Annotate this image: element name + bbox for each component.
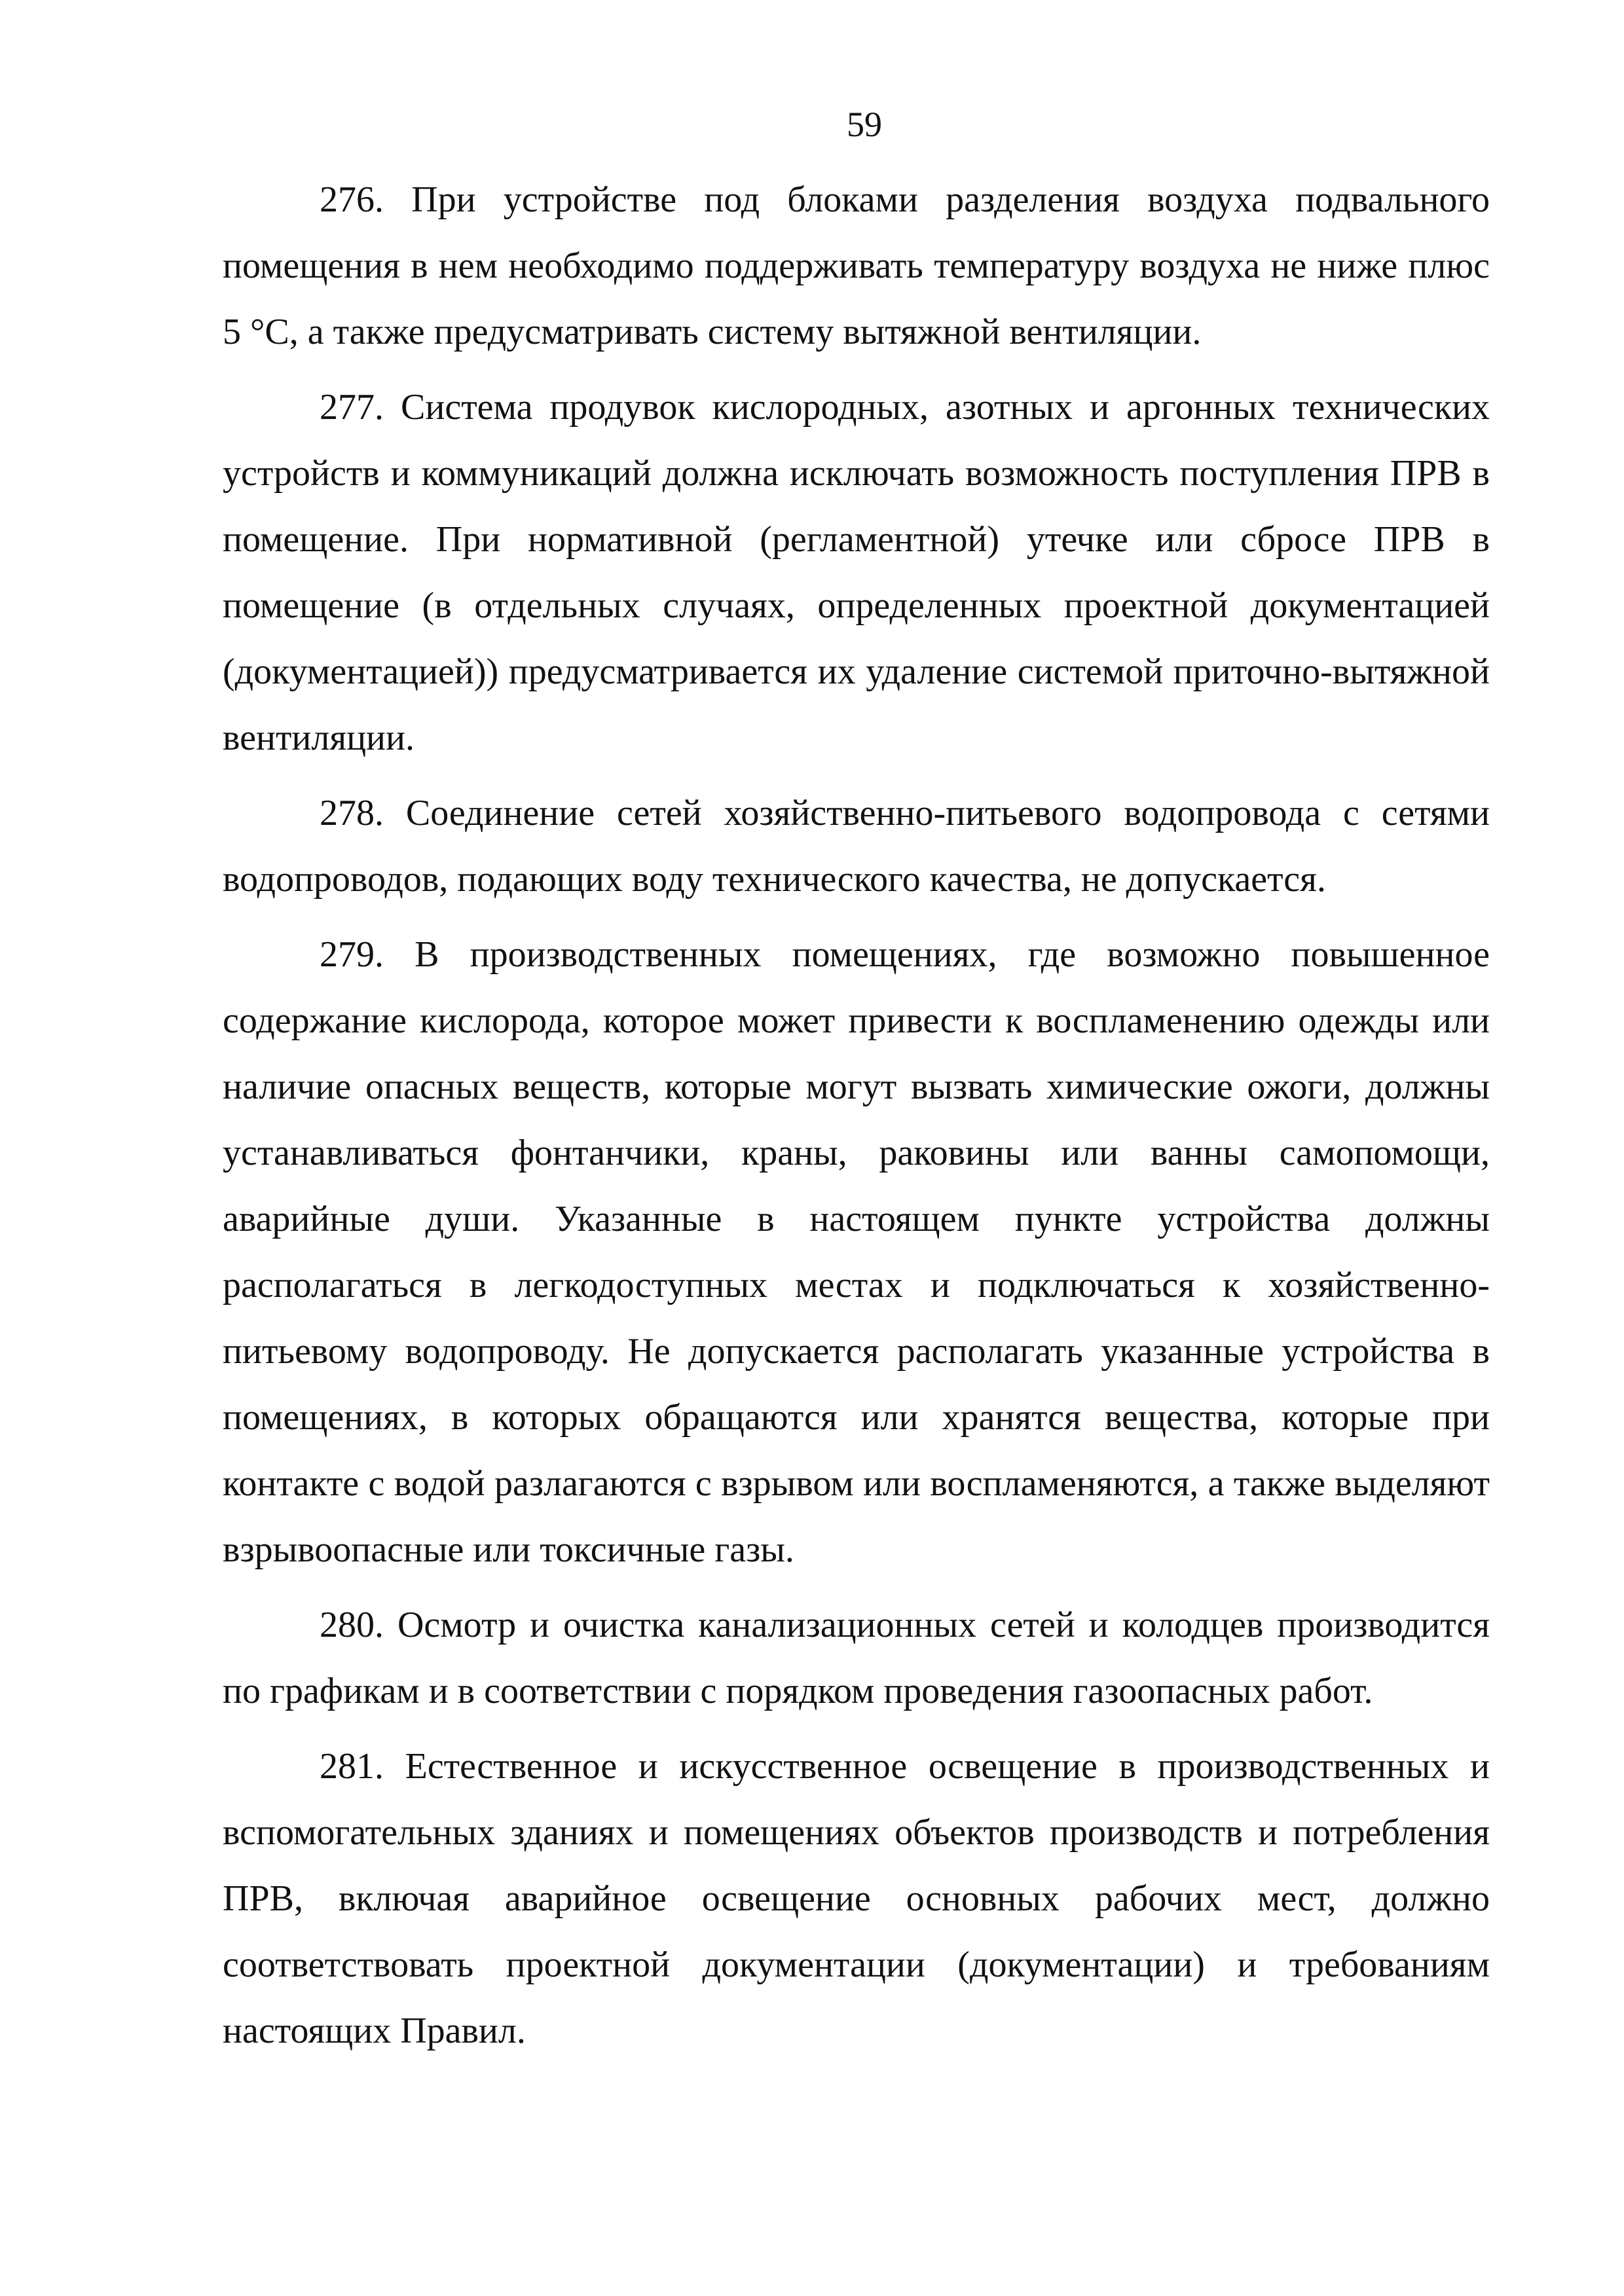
paragraph-276: 276. При устройстве под блоками разделения воздуха подвального помещения в нем необходимо поддерживать температуру воздуха не ниже плюс 5 °С, а также предусматривать систему вытяжной вентиляции. [223,179,1490,352]
paragraph-281: 281. Естественное и искусственное освещение в производственных и вспомогательных зданиях и помещениях объектов производств и потребления ПРВ, включая аварийное освещение основных рабочих мест, должно соответствовать проектной документации (документации) и требованиям настоящих Правил. [223,1746,1490,2051]
document-body [223,167,1490,2064]
page-number: 59 [847,105,882,144]
paragraph-277: 277. Система продувок кислородных, азотных и аргонных технических устройств и коммуникаций должна исключать возможность поступления ПРВ в помещение. При нормативной (регламентной) утечке или сбросе ПРВ в помещение (в отдельных случаях, определенных проектной документацией (документацией)) предусматривается их удаление системой приточно-вытяжной вентиляции. [223,387,1490,758]
paragraph-280: 280. Осмотр и очистка канализационных сетей и колодцев производится по графикам и в соответствии с порядком проведения газоопасных работ. [223,1605,1490,1711]
paragraph-278: 278. Соединение сетей хозяйственно-питьевого водопровода с сетями водопроводов, подающих воду технического качества, не допускается. [223,793,1490,900]
paragraph-279: 279. В производственных помещениях, где возможно повышенное содержание кислорода, которое может привести к воспламенению одежды или наличие опасных веществ, которые могут вызвать химические ожоги, должны устанавливаться фонтанчики, краны, раковины или ванны самопомощи, аварийные души. Указанные в настоящем пункте устройства должны располагаться в легкодоступных местах и подключаться к хозяйственно-питьевому водопроводу. Не допускается располагать указанные устройства в помещениях, в которых обращаются или хранятся вещества, которые при контакте с водой разлагаются с взрывом или воспламеняются, а также выделяют взрывоопасные или токсичные газы. [223,934,1490,1570]
